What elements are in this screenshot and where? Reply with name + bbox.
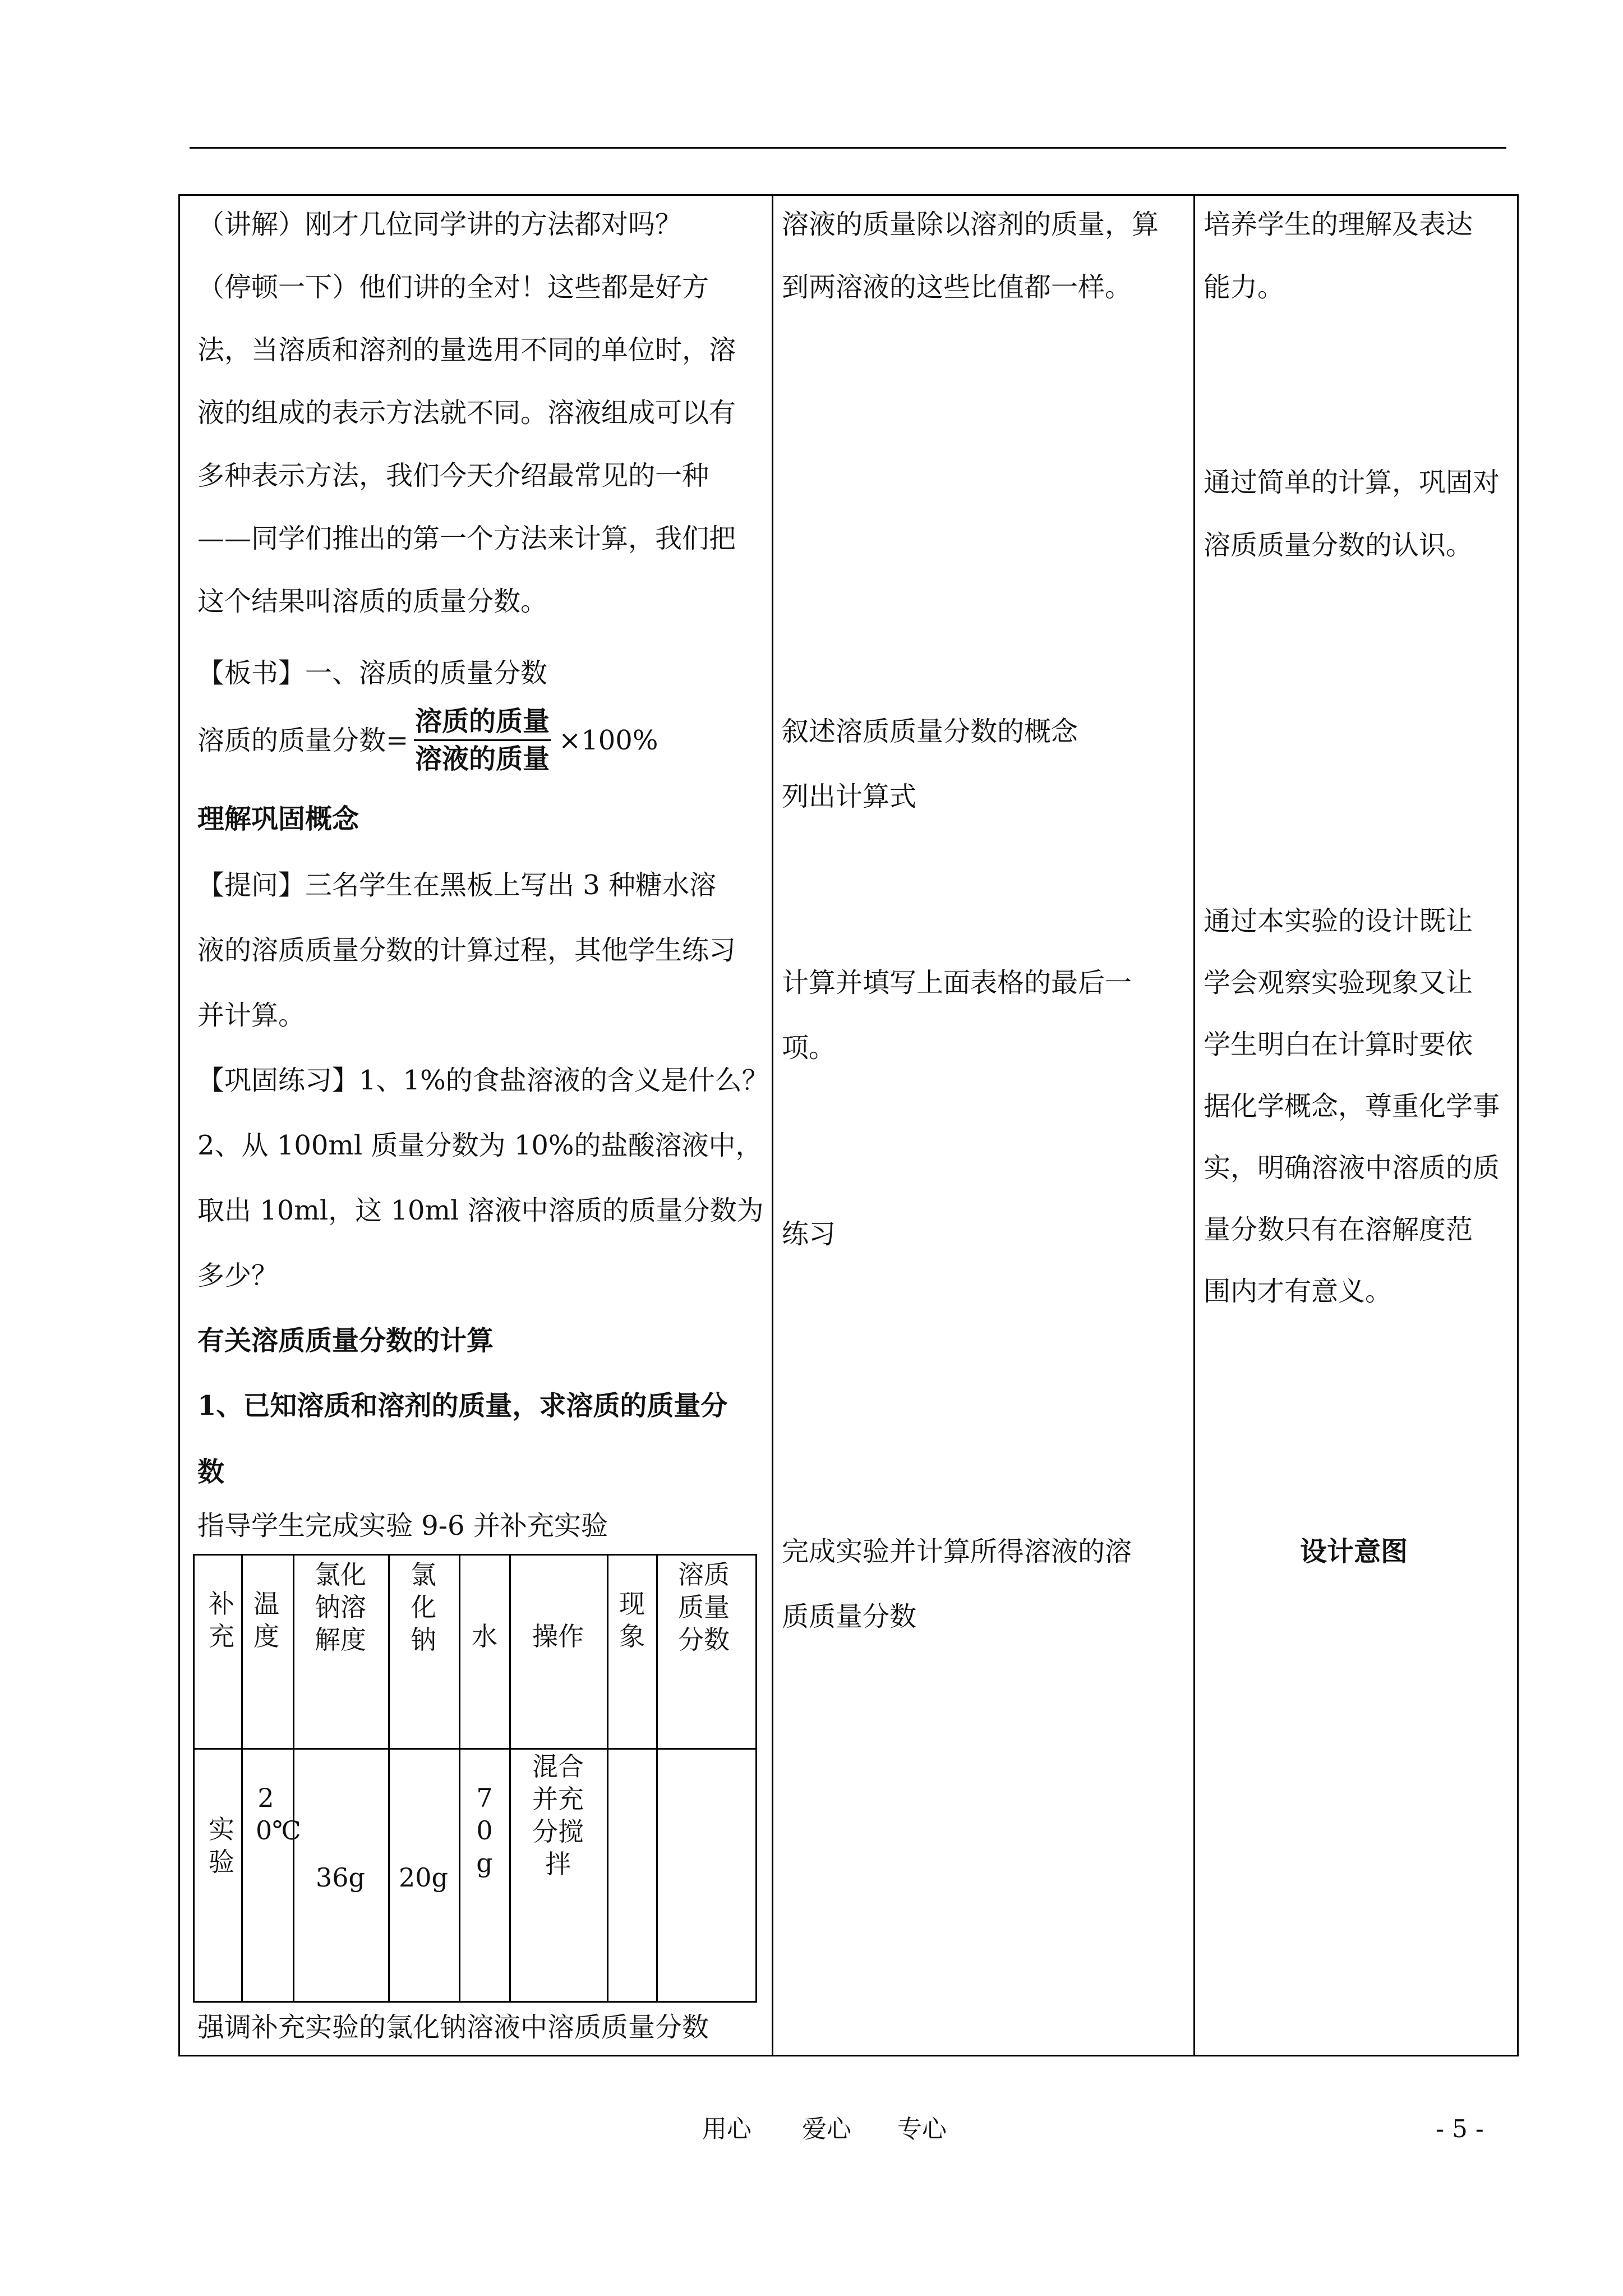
- paragraph-line: 溶质质量分数的认识。: [1204, 530, 1473, 561]
- paragraph-line: （停顿一下）他们讲的全对！这些都是好方: [197, 272, 709, 303]
- paragraph-line: ——同学们推出的第一个方法来计算，我们把: [197, 523, 736, 554]
- heading-calc-1: 数: [197, 1456, 225, 1488]
- footer-motto: 用心: [702, 2115, 751, 2143]
- exercise-line: 取出 10ml，这 10ml 溶液中溶质的质量分数为: [197, 1195, 764, 1226]
- column-divider-2: [1193, 194, 1195, 2056]
- paragraph-line: 围内才有意义。: [1204, 1276, 1393, 1307]
- paragraph-line: 项。: [782, 1032, 836, 1064]
- column-divider-1: [772, 194, 773, 2056]
- table-header-cell: 操作: [532, 1621, 584, 1651]
- table-row-divider: [193, 1748, 757, 1750]
- formula-lhs: 溶质的质量分数=: [197, 725, 409, 756]
- paragraph-line: 多种表示方法，我们今天介绍最常见的一种: [197, 460, 709, 491]
- paragraph-line: 据化学概念，尊重化学事: [1204, 1091, 1500, 1122]
- paragraph-line: 学会观察实验现象又让: [1204, 967, 1473, 999]
- exercise-line: 2、从 100ml 质量分数为 10%的盐酸溶液中，: [197, 1130, 763, 1161]
- formula-denominator: 溶液的质量: [415, 743, 550, 775]
- paragraph-line: 列出计算式: [782, 781, 917, 812]
- guide-line: 指导学生完成实验 9-6 并补充实验: [197, 1510, 608, 1542]
- heading-calc-1: 1、已知溶质和溶剂的质量，求溶质的质量分: [197, 1390, 728, 1421]
- paragraph-line: 法，当溶质和溶剂的量选用不同的单位时，溶: [197, 334, 736, 366]
- paragraph-line: 到两溶液的这些比值都一样。: [782, 272, 1132, 303]
- table-header-cell: 氯化钠: [411, 1559, 436, 1655]
- paragraph-line: 叙述溶质质量分数的概念: [782, 716, 1078, 747]
- formula-numerator: 溶质的质量: [415, 706, 550, 737]
- table-col-divider: [241, 1554, 243, 2003]
- table-data-cell: 实验: [209, 1814, 234, 1877]
- paragraph-line: 练习: [782, 1218, 836, 1250]
- paragraph-line: 通过本实验的设计既让: [1204, 905, 1473, 937]
- table-header-cell: 氯化钠溶解度: [315, 1559, 366, 1655]
- question-line: 液的溶质质量分数的计算过程，其他学生练习: [197, 935, 736, 966]
- paragraph-line: 学生明白在计算时要依: [1204, 1029, 1473, 1060]
- footer-motto: 专心: [897, 2115, 947, 2143]
- table-header-cell: 温度: [253, 1589, 279, 1651]
- heading-understand: 理解巩固概念: [197, 803, 359, 835]
- formula-tail: ×100%: [559, 725, 658, 756]
- footer-motto: 爱心: [802, 2115, 851, 2143]
- table-col-divider: [656, 1554, 658, 2003]
- table-header-cell: 水: [472, 1621, 497, 1651]
- paragraph-line: 液的组成的表示方法就不同。溶液组成可以有: [197, 397, 736, 429]
- closing-line: 强调补充实验的氯化钠溶液中溶质质量分数: [197, 2012, 709, 2043]
- paragraph-line: 培养学生的理解及表达: [1204, 209, 1473, 240]
- heading-calc: 有关溶质质量分数的计算: [197, 1325, 494, 1356]
- paragraph-line: 计算并填写上面表格的最后一: [782, 967, 1132, 999]
- exercise-line: 【巩固练习】1、1%的食盐溶液的含义是什么？: [197, 1065, 769, 1096]
- exercise-line: 多少？: [197, 1260, 279, 1291]
- paragraph-line: 溶液的质量除以溶剂的质量，算: [782, 209, 1159, 240]
- question-line: 并计算。: [197, 1000, 306, 1031]
- formula-fraction: [414, 706, 551, 775]
- table-header-cell: 溶质质量分数: [678, 1559, 730, 1655]
- table-col-divider: [607, 1554, 608, 2003]
- table-data-cell: 20g: [399, 1862, 448, 1893]
- paragraph-line: 实，明确溶液中溶质的质: [1204, 1152, 1500, 1184]
- page-number: - 5 -: [1436, 2115, 1484, 2143]
- paragraph-line: 这个结果叫溶质的质量分数。: [197, 586, 548, 617]
- paragraph-line: 质质量分数: [782, 1601, 917, 1632]
- board-title: 【板书】一、溶质的质量分数: [197, 657, 548, 689]
- table-header-cell: 补充: [209, 1589, 234, 1651]
- table-data-cell: 36g: [316, 1862, 365, 1893]
- table-col-divider: [293, 1554, 294, 2003]
- header-rule: [190, 147, 1506, 149]
- table-data-cell: 混合并充分搅拌: [532, 1751, 584, 1879]
- table-data-cell: 20℃: [256, 1783, 301, 1846]
- table-col-divider: [459, 1554, 460, 2003]
- table-header-cell: 现象: [619, 1589, 645, 1651]
- paragraph-line: 通过简单的计算，巩固对: [1204, 467, 1500, 498]
- paragraph-line: 完成实验并计算所得溶液的溶: [782, 1536, 1132, 1567]
- table-data-cell: 70g: [476, 1783, 493, 1878]
- fraction-bar: [414, 739, 551, 741]
- question-line: 【提问】三名学生在黑板上写出 3 种糖水溶: [197, 869, 717, 901]
- table-col-divider: [509, 1554, 511, 2003]
- table-col-divider: [388, 1554, 390, 2003]
- design-intent-heading: 设计意图: [1300, 1536, 1408, 1567]
- paragraph-line: （讲解）刚才几位同学讲的方法都对吗？: [197, 209, 683, 240]
- paragraph-line: 量分数只有在溶解度范: [1204, 1214, 1473, 1245]
- paragraph-line: 能力。: [1204, 272, 1285, 303]
